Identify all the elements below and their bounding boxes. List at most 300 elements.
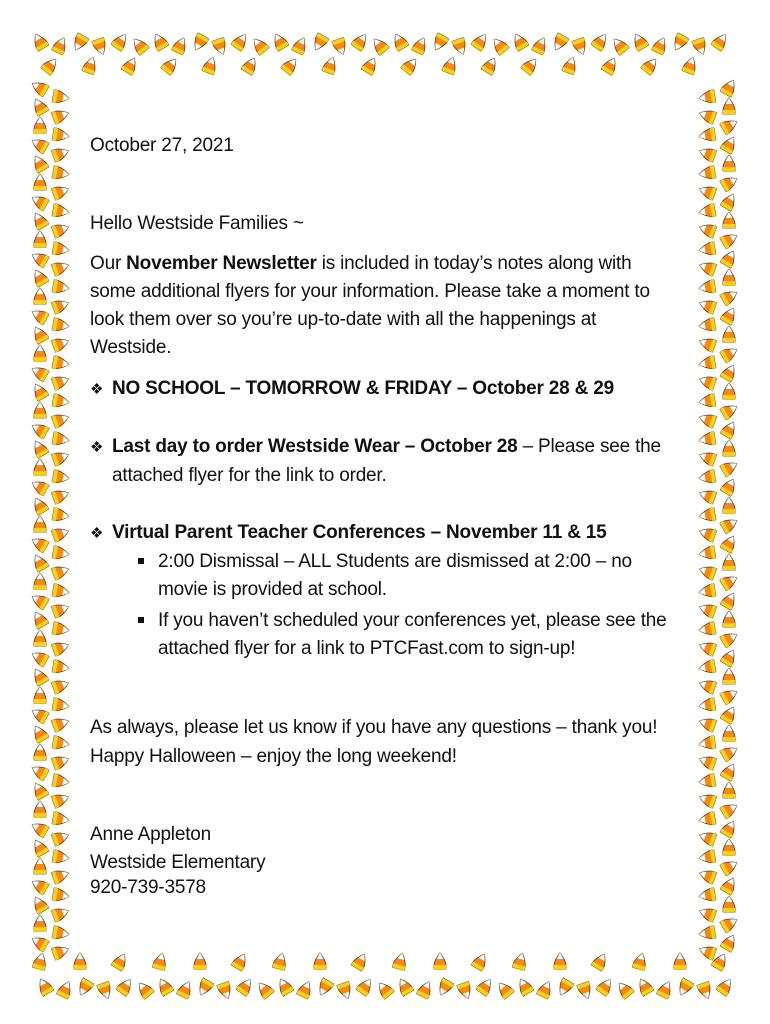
candy-corn-icon — [697, 715, 716, 732]
signature-phone: 920-739-3578 — [90, 877, 206, 898]
candy-corn-icon — [51, 943, 70, 960]
candy-corn-icon — [51, 601, 70, 618]
candy-corn-icon — [720, 533, 739, 553]
candy-corn-icon — [34, 174, 47, 190]
candy-corn-icon — [720, 590, 739, 610]
candy-corn-icon — [510, 31, 529, 51]
candy-corn-icon — [435, 978, 454, 998]
candy-corn-icon — [698, 166, 716, 181]
candy-corn-icon — [231, 31, 251, 51]
candy-corn-icon — [92, 37, 109, 56]
candy-corn-icon — [161, 55, 181, 75]
candy-corn-icon — [716, 976, 736, 996]
candy-corn-icon — [52, 926, 70, 941]
candy-corn-icon — [231, 951, 250, 971]
candy-corn-icon — [82, 55, 99, 74]
candy-corn-icon — [697, 563, 716, 580]
candy-corn-icon — [720, 800, 740, 819]
candy-corn-icon — [254, 979, 274, 999]
candy-corn-icon — [720, 191, 739, 211]
candy-corn-icon — [52, 128, 70, 143]
candy-corn-icon — [190, 33, 209, 53]
candy-corn-icon — [723, 440, 736, 456]
candy-corn-icon — [601, 55, 620, 75]
candy-corn-icon — [236, 976, 256, 996]
candy-corn-icon — [34, 687, 47, 703]
candy-corn-icon — [74, 953, 87, 969]
candy-corn-icon — [697, 943, 716, 960]
candy-corn-icon — [471, 951, 490, 971]
candy-corn-icon — [52, 280, 70, 295]
candy-corn-icon — [720, 458, 740, 477]
candy-corn-icon — [249, 35, 269, 55]
candy-corn-icon — [401, 55, 421, 75]
candy-corn-icon — [434, 953, 447, 969]
candy-corn-icon — [723, 554, 736, 570]
candy-corn-icon — [697, 373, 716, 390]
candy-corn-icon — [720, 914, 740, 933]
candy-corn-icon — [555, 978, 574, 998]
candy-corn-icon — [51, 829, 70, 846]
candy-corn-icon — [476, 976, 496, 996]
candy-corn-icon — [572, 37, 589, 56]
candy-corn-icon — [51, 563, 70, 580]
candy-corn-icon — [697, 867, 716, 884]
candy-corn-icon — [30, 31, 49, 51]
candy-corn-icon — [698, 546, 716, 561]
candy-corn-icon — [52, 432, 70, 447]
candy-corn-icon — [52, 584, 70, 599]
candy-corn-icon — [56, 979, 74, 999]
candy-corn-icon — [656, 979, 674, 999]
candy-corn-icon — [698, 280, 716, 295]
candy-corn-icon — [52, 242, 70, 257]
candy-corn-icon — [481, 55, 500, 75]
candy-corn-icon — [241, 55, 260, 75]
letter-date: October 27, 2021 — [90, 135, 234, 156]
diamond-bullet-icon: ❖ — [90, 381, 104, 398]
candy-corn-icon — [51, 259, 70, 276]
intro-paragraph — [90, 250, 680, 362]
candy-corn-icon — [52, 812, 70, 827]
candy-corn-icon — [52, 774, 70, 789]
candy-corn-icon — [536, 979, 554, 999]
closing-line-2: Happy Halloween – enjoy the long weekend! — [90, 746, 457, 767]
candy-corn-icon — [52, 622, 70, 637]
candy-corn-icon — [698, 774, 716, 789]
candy-corn-icon — [430, 33, 449, 53]
candy-corn-icon — [29, 249, 49, 268]
candy-corn-icon — [30, 153, 49, 173]
candy-corn-icon — [121, 55, 140, 75]
candy-corn-icon — [195, 978, 214, 998]
candy-corn-icon — [51, 715, 70, 732]
candy-corn-icon — [452, 37, 469, 56]
candy-corn-icon — [152, 952, 168, 971]
candy-corn-icon — [171, 35, 189, 55]
candy-corn-icon — [641, 55, 661, 75]
candy-corn-icon — [723, 725, 736, 741]
candy-corn-icon — [720, 77, 739, 97]
candy-corn-icon — [32, 952, 48, 971]
candy-corn-icon — [494, 979, 514, 999]
candy-corn-icon — [682, 55, 699, 74]
candy-corn-icon — [30, 609, 49, 629]
candy-corn-icon — [34, 345, 47, 361]
candy-corn-icon — [698, 318, 716, 333]
candy-corn-icon — [212, 37, 229, 56]
candy-corn-icon — [697, 677, 716, 694]
candy-corn-icon — [194, 953, 207, 969]
candy-corn-icon — [51, 677, 70, 694]
candy-corn-icon — [723, 896, 736, 912]
candy-corn-icon — [521, 55, 541, 75]
candy-corn-icon — [698, 508, 716, 523]
candy-corn-icon — [51, 183, 70, 200]
candy-corn-icon — [30, 723, 49, 743]
candy-corn-icon — [51, 905, 70, 922]
candy-corn-icon — [291, 35, 309, 55]
candy-corn-icon — [52, 166, 70, 181]
candy-corn-icon — [697, 791, 716, 808]
candy-corn-icon — [720, 857, 740, 876]
candy-corn-icon — [34, 516, 47, 532]
candy-corn-icon — [51, 753, 70, 770]
candy-corn-icon — [720, 476, 739, 496]
candy-corn-icon — [52, 204, 70, 219]
candy-corn-icon — [34, 231, 47, 247]
candy-corn-icon — [720, 647, 739, 667]
intro-newsletter-highlight: November Newsletter — [126, 253, 317, 274]
candy-corn-icon — [698, 204, 716, 219]
candy-corn-icon — [29, 762, 49, 781]
conferences-detail-item: If you haven’t scheduled your conferences yet, please see the attached flyer for a link to PTCFast.com to sign-up! — [138, 607, 678, 663]
candy-corn-icon — [52, 470, 70, 485]
candy-corn-icon — [52, 90, 70, 105]
candy-corn-icon — [30, 495, 49, 515]
candy-corn-icon — [698, 90, 716, 105]
conferences-heading: Virtual Parent Teacher Conferences – November 11 & 15 — [112, 522, 607, 543]
westside-wear-notice — [90, 433, 661, 462]
candy-corn-icon — [550, 33, 569, 53]
closing-line-1: As always, please let us know if you have any questions – thank you! — [90, 717, 658, 738]
candy-corn-icon — [29, 306, 49, 325]
candy-corn-icon — [515, 976, 534, 996]
candy-corn-icon — [720, 305, 739, 325]
candy-corn-icon — [697, 639, 716, 656]
candy-corn-icon — [314, 953, 327, 969]
candy-corn-icon — [51, 221, 70, 238]
signature-name: Anne Appleton — [90, 824, 212, 845]
no-school-text: NO SCHOOL – TOMORROW & FRIDAY – October 28 & 29 — [112, 378, 614, 399]
candy-corn-icon — [698, 850, 716, 865]
candy-corn-icon — [697, 829, 716, 846]
candy-corn-icon — [720, 173, 740, 192]
candy-corn-icon — [30, 381, 49, 401]
candy-corn-icon — [562, 55, 579, 74]
candy-corn-icon — [30, 267, 49, 287]
candy-corn-icon — [52, 850, 70, 865]
candy-corn-icon — [52, 736, 70, 751]
candy-corn-icon — [697, 335, 716, 352]
candy-corn-icon — [723, 497, 736, 513]
candy-corn-icon — [51, 335, 70, 352]
candy-corn-icon — [471, 31, 491, 51]
candy-corn-icon — [51, 487, 70, 504]
candy-corn-icon — [134, 979, 154, 999]
candy-corn-icon — [635, 976, 654, 996]
candy-corn-icon — [720, 743, 740, 762]
candy-corn-icon — [35, 976, 54, 996]
candy-corn-icon — [351, 951, 370, 971]
candy-corn-icon — [697, 905, 716, 922]
candy-corn-icon — [29, 363, 49, 382]
diamond-bullet-icon: ❖ — [90, 525, 104, 542]
candy-corn-icon — [176, 979, 194, 999]
candy-corn-icon — [416, 979, 434, 999]
candy-corn-icon — [310, 33, 329, 53]
candy-corn-icon — [698, 926, 716, 941]
candy-corn-icon — [155, 976, 174, 996]
candy-corn-icon — [720, 704, 739, 724]
candy-corn-icon — [723, 269, 736, 285]
candy-corn-icon — [51, 411, 70, 428]
candy-corn-icon — [51, 373, 70, 390]
candy-corn-icon — [442, 55, 459, 74]
candy-corn-icon — [34, 459, 47, 475]
candy-corn-icon — [51, 639, 70, 656]
candy-corn-icon — [34, 117, 47, 133]
candy-corn-icon — [720, 287, 740, 306]
candy-corn-icon — [720, 362, 739, 382]
candy-corn-icon — [720, 572, 740, 591]
candy-corn-icon — [720, 344, 740, 363]
candy-corn-icon — [711, 31, 731, 51]
candy-corn-icon — [217, 981, 234, 1000]
candy-corn-icon — [34, 858, 47, 874]
candy-corn-icon — [29, 648, 49, 667]
candy-corn-icon — [52, 888, 70, 903]
candy-corn-icon — [697, 259, 716, 276]
candy-corn-icon — [52, 546, 70, 561]
candy-corn-icon — [692, 37, 709, 56]
candy-corn-icon — [720, 818, 739, 838]
candy-corn-icon — [29, 591, 49, 610]
candy-corn-icon — [52, 698, 70, 713]
candy-corn-icon — [698, 242, 716, 257]
candy-corn-icon — [296, 979, 314, 999]
candy-corn-icon — [697, 297, 716, 314]
candy-corn-icon — [51, 297, 70, 314]
candy-corn-icon — [52, 318, 70, 333]
candy-corn-icon — [596, 976, 616, 996]
intro-text-after: is included in today’s notes along with some additional flyers for your information. Please take a moment to look them over so you’re up-to-date with all the happenings at Westside. — [90, 253, 650, 358]
candy-corn-icon — [675, 978, 694, 998]
candy-corn-icon — [322, 55, 339, 74]
conferences-details-list — [138, 548, 678, 666]
candy-corn-icon — [30, 324, 49, 344]
candy-corn-icon — [591, 951, 610, 971]
candy-corn-icon — [697, 449, 716, 466]
candy-corn-icon — [34, 801, 47, 817]
candy-corn-icon — [698, 356, 716, 371]
candy-corn-icon — [51, 145, 70, 162]
westside-wear-detail: – Please see the — [517, 436, 661, 457]
candy-corn-icon — [70, 33, 89, 53]
candy-corn-icon — [29, 192, 49, 211]
candy-corn-icon — [698, 736, 716, 751]
candy-corn-icon — [554, 953, 567, 969]
candy-corn-icon — [697, 981, 714, 1000]
candy-corn-icon — [720, 134, 739, 154]
candy-corn-icon — [395, 976, 414, 996]
candy-corn-icon — [111, 31, 131, 51]
candy-corn-icon — [609, 35, 629, 55]
candy-corn-icon — [129, 35, 149, 55]
candy-corn-icon — [51, 525, 70, 542]
candy-corn-icon — [270, 31, 289, 51]
candy-corn-icon — [116, 976, 136, 996]
candy-corn-icon — [29, 705, 49, 724]
diamond-bullet-icon: ❖ — [90, 439, 104, 456]
candy-corn-icon — [697, 753, 716, 770]
conferences-detail-item: 2:00 Dismissal – ALL Students are dismissed at 2:00 – no movie is provided at school. — [138, 548, 678, 604]
candy-corn-icon — [52, 508, 70, 523]
candy-corn-icon — [150, 31, 169, 51]
candy-corn-icon — [29, 78, 49, 97]
candy-corn-icon — [720, 230, 740, 249]
candy-corn-icon — [29, 534, 49, 553]
candy-corn-icon — [720, 761, 739, 781]
candy-corn-icon — [34, 402, 47, 418]
candy-corn-icon — [697, 221, 716, 238]
candy-corn-icon — [720, 419, 739, 439]
candy-corn-icon — [697, 525, 716, 542]
candy-corn-icon — [29, 933, 49, 952]
candy-corn-icon — [720, 875, 739, 895]
candy-corn-icon — [457, 981, 474, 1000]
candy-corn-icon — [75, 978, 94, 998]
candy-corn-icon — [723, 383, 736, 399]
westside-wear-heading: Last day to order Westside Wear – October 28 — [112, 436, 518, 457]
candy-corn-icon — [723, 839, 736, 855]
candy-corn-icon — [337, 981, 354, 1000]
candy-corn-icon — [720, 932, 739, 952]
candy-corn-icon — [30, 210, 49, 230]
candy-corn-icon — [723, 212, 736, 228]
candy-corn-icon — [29, 135, 49, 154]
letter-greeting: Hello Westside Families ~ — [90, 213, 304, 234]
candy-corn-icon — [275, 976, 294, 996]
candy-corn-icon — [34, 573, 47, 589]
candy-corn-icon — [531, 35, 549, 55]
candy-corn-icon — [723, 98, 736, 114]
candy-corn-icon — [720, 116, 740, 135]
candy-corn-icon — [30, 780, 49, 800]
candy-corn-icon — [332, 37, 349, 56]
candy-corn-icon — [272, 952, 288, 971]
candy-corn-icon — [651, 35, 669, 55]
candy-corn-icon — [34, 630, 47, 646]
candy-corn-icon — [723, 668, 736, 684]
candy-corn-icon — [698, 432, 716, 447]
candy-corn-icon — [30, 96, 49, 116]
candy-corn-icon — [630, 31, 649, 51]
candy-corn-icon — [30, 552, 49, 572]
candy-corn-icon — [591, 31, 611, 51]
candy-corn-icon — [411, 35, 429, 55]
candy-corn-icon — [41, 55, 61, 75]
candy-corn-icon — [697, 183, 716, 200]
candy-corn-icon — [29, 477, 49, 496]
candy-corn-icon — [351, 31, 371, 51]
conferences-notice — [90, 519, 607, 548]
candy-corn-icon — [52, 394, 70, 409]
candy-corn-icon — [281, 55, 301, 75]
candy-corn-icon — [52, 660, 70, 675]
candy-corn-icon — [698, 622, 716, 637]
candy-corn-icon — [34, 288, 47, 304]
candy-corn-icon — [51, 107, 70, 124]
candy-corn-icon — [723, 782, 736, 798]
westside-wear-detail-line2: attached flyer for the link to order. — [112, 465, 387, 486]
candy-corn-icon — [697, 411, 716, 428]
candy-corn-icon — [51, 449, 70, 466]
signature-school: Westside Elementary — [90, 852, 266, 873]
candy-corn-icon — [632, 952, 648, 971]
candy-corn-icon — [374, 979, 394, 999]
candy-corn-icon — [697, 107, 716, 124]
candy-corn-icon — [698, 128, 716, 143]
candy-corn-icon — [315, 978, 334, 998]
candy-corn-icon — [723, 155, 736, 171]
candy-corn-icon — [698, 470, 716, 485]
candy-corn-icon — [51, 867, 70, 884]
candy-corn-icon — [29, 819, 49, 838]
candy-corn-icon — [29, 876, 49, 895]
candy-corn-icon — [698, 584, 716, 599]
candy-corn-icon — [52, 356, 70, 371]
candy-corn-icon — [51, 791, 70, 808]
candy-corn-icon — [723, 611, 736, 627]
candy-corn-icon — [723, 326, 736, 342]
candy-corn-icon — [720, 248, 739, 268]
candy-corn-icon — [30, 438, 49, 458]
candy-corn-icon — [30, 894, 49, 914]
candy-corn-icon — [29, 420, 49, 439]
candy-corn-icon — [34, 744, 47, 760]
candy-corn-icon — [30, 837, 49, 857]
candy-corn-icon — [698, 888, 716, 903]
candy-corn-icon — [674, 953, 687, 969]
candy-corn-icon — [697, 145, 716, 162]
candy-corn-icon — [577, 981, 594, 1000]
candy-corn-icon — [720, 686, 740, 705]
candy-corn-icon — [720, 515, 740, 534]
candy-corn-icon — [489, 35, 509, 55]
candy-corn-icon — [97, 981, 114, 1000]
candy-corn-icon — [51, 35, 69, 55]
candy-corn-icon — [698, 698, 716, 713]
candy-corn-icon — [698, 394, 716, 409]
candy-corn-icon — [390, 31, 409, 51]
candy-corn-icon — [30, 666, 49, 686]
candy-corn-icon — [392, 952, 408, 971]
candy-corn-icon — [697, 601, 716, 618]
candy-corn-icon — [698, 812, 716, 827]
candy-corn-icon — [512, 952, 528, 971]
candy-corn-icon — [614, 979, 634, 999]
